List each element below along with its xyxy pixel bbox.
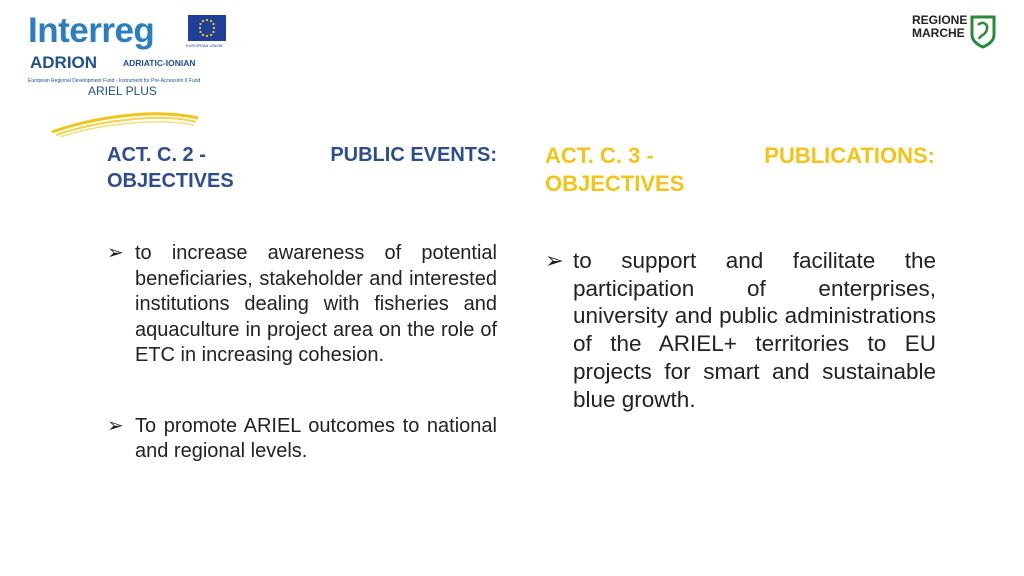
arrow-bullet-icon: ➢ — [107, 242, 124, 264]
fund-line: European Regional Development Fund - Instrument for Pre-Accession II Fund — [28, 78, 201, 84]
list-item — [107, 414, 497, 465]
right-bullet-list — [545, 247, 936, 413]
list-item — [107, 241, 497, 369]
left-heading-objectives: OBJECTIVES — [107, 170, 234, 192]
arrow-bullet-icon: ➢ — [107, 414, 124, 437]
regione-line: REGIONE — [912, 13, 968, 27]
right-heading-act: ACT. C. 3 - — [545, 143, 654, 168]
right-heading-objectives: OBJECTIVES — [545, 171, 685, 196]
wave-swoosh-icon — [50, 98, 200, 138]
regione-marche-shield-icon — [970, 15, 996, 49]
list-item-text: to support and facilitate the participation of enterprises, university and public administrations of the ARIEL+ territories to EU projects for smart and sustainable blue growth. — [573, 248, 936, 412]
adriatic-ionian-label: ADRIATIC-IONIAN — [123, 58, 196, 68]
interreg-adrion-logo — [28, 12, 238, 127]
list-item-text: to increase awareness of potential beneficiaries, stakeholder and interested institutions dealing with fisheries and aquaculture in project area on the role of ETC in increasing cohesion. — [135, 242, 497, 366]
left-heading-title: PUBLIC EVENTS: — [330, 144, 497, 166]
regione-marche-text — [912, 14, 967, 40]
right-heading-title: PUBLICATIONS: — [764, 143, 935, 168]
interreg-wordmark: Interreg — [28, 11, 155, 50]
adrion-label: ADRION — [30, 53, 98, 72]
list-item — [545, 247, 936, 413]
left-heading-act: ACT. C. 2 - — [107, 144, 206, 166]
arrow-bullet-icon: ➢ — [545, 248, 564, 273]
marche-line: MARCHE — [912, 26, 965, 40]
list-item-text: To promote ARIEL outcomes to national and regional levels. — [135, 414, 497, 462]
eu-label: EUROPEAN UNION — [186, 43, 223, 48]
ariel-plus-label: ARIEL PLUS — [88, 84, 157, 98]
right-heading — [545, 142, 935, 198]
left-heading — [107, 142, 497, 194]
eu-flag-icon — [188, 15, 226, 41]
regione-marche-logo — [912, 14, 998, 54]
left-bullet-list — [107, 241, 497, 510]
